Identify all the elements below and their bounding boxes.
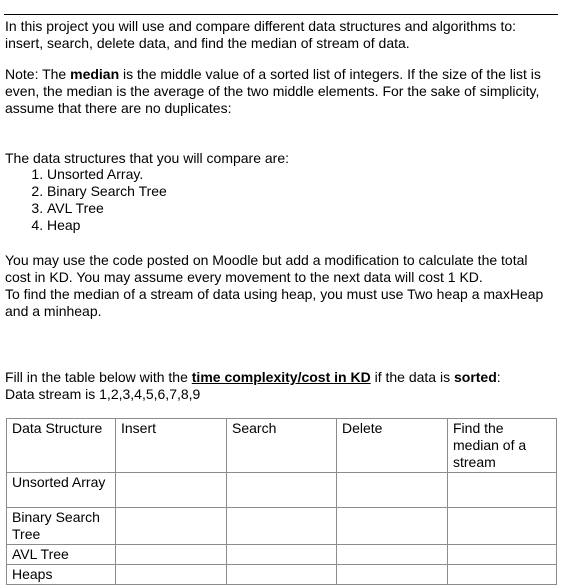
delete-cell[interactable]	[337, 545, 448, 565]
code-note	[5, 252, 557, 320]
median-note-prefix: Note: The	[5, 66, 71, 82]
fill-instruction-line	[5, 369, 557, 386]
fill-suffix: :	[496, 369, 501, 385]
header-insert: Insert	[116, 419, 227, 473]
list-item: 2. Binary Search Tree	[47, 183, 167, 200]
insert-cell[interactable]	[116, 473, 227, 508]
header-find-median: Find the median of a stream	[448, 419, 557, 473]
insert-cell[interactable]	[116, 565, 227, 585]
structures-list	[27, 166, 167, 234]
row-label: Heaps	[7, 565, 116, 585]
row-label: Binary Search Tree	[7, 508, 116, 545]
fill-sorted: sorted	[453, 369, 497, 385]
median-term: median	[70, 66, 120, 82]
table-row	[7, 545, 557, 565]
data-stream-line: Data stream is 1,2,3,4,5,6,7,8,9	[5, 386, 201, 402]
delete-cell[interactable]	[337, 565, 448, 585]
intro-paragraph: In this project you will use and compare different data structures and algorithms to: insert, search, delete data, and find the median of stream of data.	[5, 18, 517, 51]
structures-intro: The data structures that you will compare are:	[5, 150, 290, 166]
search-cell[interactable]	[227, 508, 337, 545]
row-label: AVL Tree	[7, 545, 116, 565]
search-cell[interactable]	[227, 473, 337, 508]
header-delete: Delete	[337, 419, 448, 473]
median-cell[interactable]	[448, 508, 557, 545]
list-item: 1. Unsorted Array.	[47, 166, 167, 183]
code-note-line-1: You may use the code posted on Moodle but add a modification to calculate the total cost in KD. You may assume every movement to the next data will cost 1 KD.	[5, 252, 528, 285]
top-rule	[4, 14, 558, 15]
search-cell[interactable]	[227, 565, 337, 585]
table-row	[7, 508, 557, 545]
table-row	[7, 473, 557, 508]
table-row	[7, 565, 557, 585]
row-label: Unsorted Array	[7, 473, 116, 508]
median-cell[interactable]	[448, 473, 557, 508]
insert-cell[interactable]	[116, 545, 227, 565]
fill-middle: if the data is	[370, 369, 454, 385]
median-cell[interactable]	[448, 565, 557, 585]
median-note	[5, 66, 557, 117]
list-item: 3. AVL Tree	[47, 200, 167, 217]
header-search: Search	[227, 419, 337, 473]
fill-emphasis: time complexity/cost in KD	[191, 369, 371, 385]
median-note-suffix: is the middle value of a sorted list of integers. If the size of the list is even, the median is the average of the two middle elements. For the sake of simplicity, assume that there are no duplicates:	[5, 66, 541, 116]
fill-instructions	[5, 369, 557, 403]
median-cell[interactable]	[448, 545, 557, 565]
search-cell[interactable]	[227, 545, 337, 565]
table-header-row	[7, 419, 557, 473]
delete-cell[interactable]	[337, 508, 448, 545]
list-item: 4. Heap	[47, 217, 167, 234]
fill-prefix: Fill in the table below with the	[5, 369, 192, 385]
code-note-line-2: To find the median of a stream of data using heap, you must use Two heap a maxHeap and a minheap.	[5, 286, 544, 319]
complexity-table	[6, 418, 557, 585]
header-data-structure: Data Structure	[7, 419, 116, 473]
insert-cell[interactable]	[116, 508, 227, 545]
delete-cell[interactable]	[337, 473, 448, 508]
